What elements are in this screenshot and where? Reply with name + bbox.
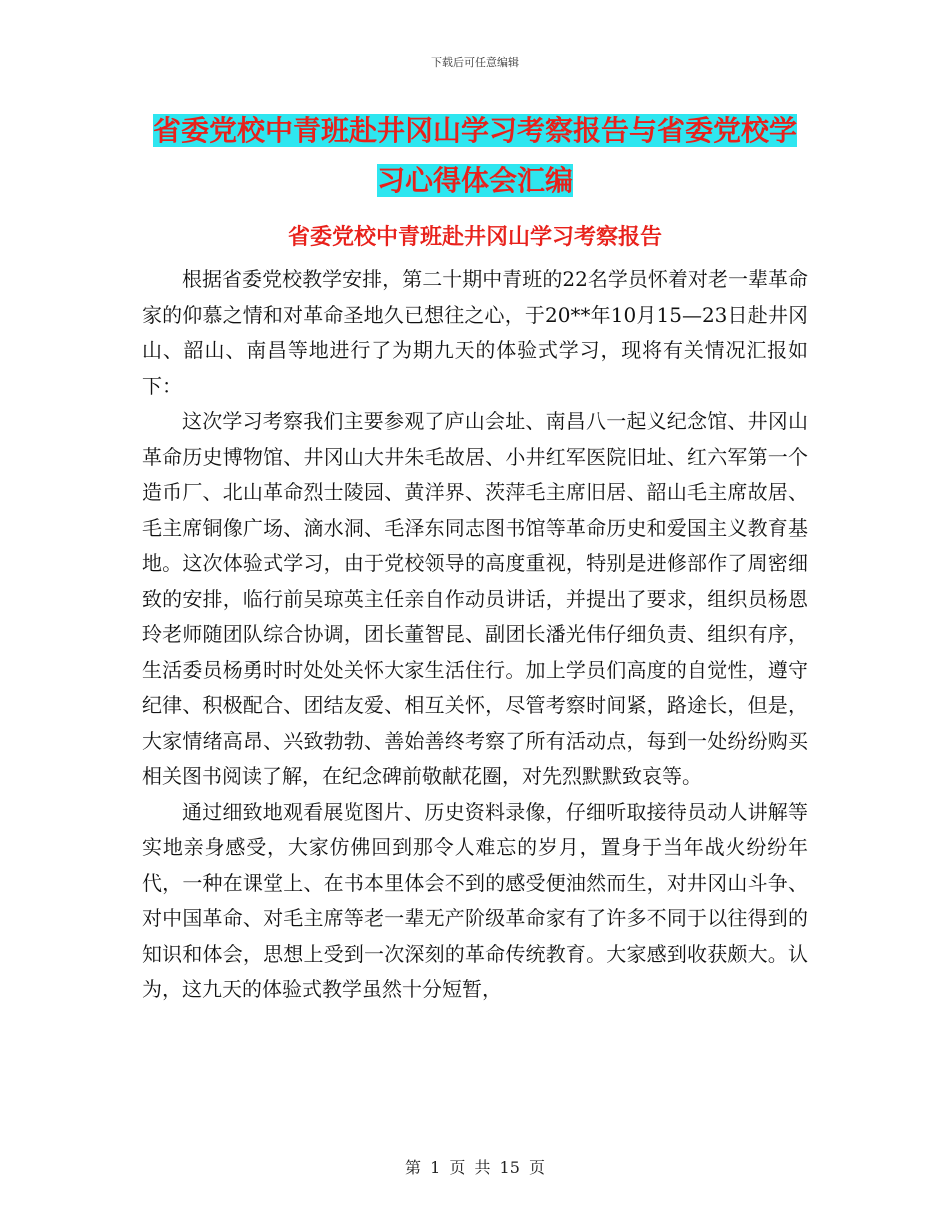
title-line-1: 省委党校中青班赴井冈山学习考察报告与省委党校学 — [152, 114, 797, 147]
header-note: 下载后可任意编辑 — [431, 56, 519, 69]
page-footer: 第 1 页 共 15 页 — [405, 1158, 545, 1177]
paragraph-2: 这次学习考察我们主要参观了庐山会址、南昌八一起义纪念馆、井冈山革命历史博物馆、井冈山大井朱毛故居、小井红军医院旧址、红六军第一个造币厂、北山革命烈士陵园、黄洋界、茨萍毛主席旧居、韶山毛主席故居、毛主席铜像广场、滴水洞、毛泽东同志图书馆等革命历史和爱国主义教育基地。这次体验式学习，由于党校领导的高度重视，特别是进修部作了周密细致的安排，临行前吴琼英主任亲自作动员讲话，并提出了要求，组织员杨恩玲老师随团队综合协调，团长董智昆、副团长潘光伟仔细负责、组织有序，生活委员杨勇时时处处关怀大家生活住行。加上学员们高度的自觉性，遵守纪律、积极配合、团结友爱、相互关怀，尽管考察时间紧，路途长，但是，大家情绪高昂、兴致勃勃、善始善终考察了所有活动点，每到一处纷纷购买相关图书阅读了解，在纪念碑前敬献花圈，对先烈默默致哀等。 — [142, 409, 808, 788]
title-line-2: 习心得体会汇编 — [376, 164, 573, 197]
paragraph-3: 通过细致地观看展览图片、历史资料录像，仔细听取接待员动人讲解等实地亲身感受，大家仿佛回到那令人难忘的岁月，置身于当年战火纷纷年代，一种在课堂上、在书本里体会不到的感受便油然而生，对井冈山斗争、对中国革命、对毛主席等老一辈无产阶级革命家有了许多不同于以往得到的知识和体会，思想上受到一次深刻的革命传统教育。大家感到收获颇大。认为，这九天的体验式教学虽然十分短暂， — [142, 799, 808, 1001]
body-text — [142, 262, 808, 1008]
document-title — [120, 106, 830, 206]
paragraph-1: 根据省委党校教学安排，第二十期中青班的22名学员怀着对老一辈革命家的仰慕之情和对革命圣地久已想往之心，于20**年10月15—23日赴井冈山、韶山、南昌等地进行了为期九天的体验式学习，现将有关情况汇报如下： — [142, 267, 808, 398]
section-title: 省委党校中青班赴井冈山学习考察报告 — [287, 224, 662, 250]
